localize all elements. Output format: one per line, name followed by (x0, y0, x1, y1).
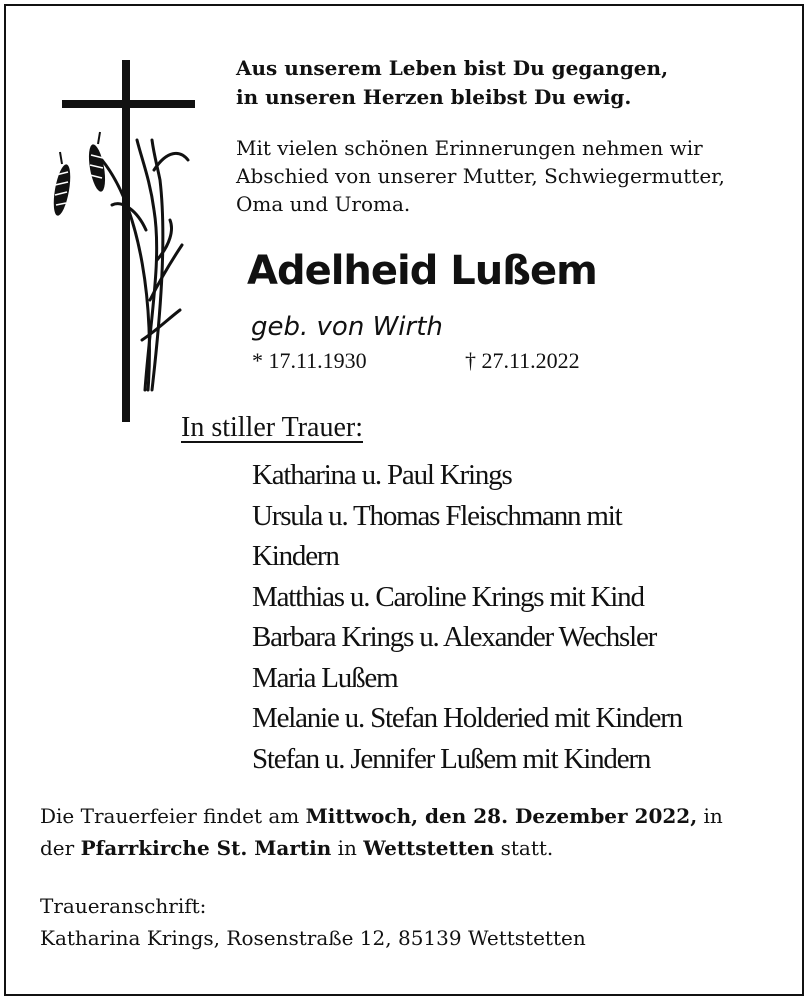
motto-line-2: in unseren Herzen bleibst Du ewig. (236, 85, 632, 109)
list-item: Maria Lußem (252, 661, 398, 694)
intro-line-3: Oma und Uroma. (236, 192, 411, 216)
birth-name: geb. von Wirth (251, 312, 443, 342)
funeral-line-1 (40, 800, 723, 832)
list-item: Barbara Krings u. Alexander Wechsler (252, 621, 657, 653)
funeral-church: Pfarrkirche St. Martin (80, 836, 332, 860)
list-item: Matthias u. Caroline Krings mit Kind (252, 580, 644, 613)
funeral-text: statt. (494, 836, 554, 860)
intro-line-2: Abschied von unserer Mutter, Schwiegermutter, (236, 164, 725, 188)
funeral-day: Mittwoch, den 28. Dezember 2022, (305, 804, 698, 828)
funeral-town: Wettstetten (363, 836, 495, 860)
funeral-text: der (40, 836, 81, 860)
funeral-text: Die Trauerfeier findet am (40, 804, 306, 828)
motto-line-1: Aus unserem Leben bist Du gegangen, (236, 56, 669, 80)
funeral-info (40, 800, 723, 864)
mourning-heading: In stiller Trauer: (181, 412, 363, 443)
cross-with-wheat-icon (42, 60, 202, 422)
mourning-address (40, 890, 586, 954)
funeral-text: in (331, 836, 364, 860)
intro-text (236, 134, 725, 218)
address-line: Katharina Krings, Rosenstraße 12, 85139 Wettstetten (40, 926, 586, 950)
list-item: Kindern (252, 540, 339, 572)
funeral-line-2 (40, 832, 723, 864)
funeral-text: in (697, 804, 723, 828)
birth-date: * 17.11.1930 (252, 348, 367, 373)
intro-line-1: Mit vielen schönen Erinnerungen nehmen wir (236, 136, 703, 160)
deceased-name: Adelheid Lußem (247, 248, 597, 294)
list-item: Stefan u. Jennifer Lußem mit Kindern (252, 742, 651, 775)
list-item: Katharina u. Paul Krings (252, 459, 512, 491)
address-label: Traueranschrift: (40, 894, 207, 918)
mourners-list (252, 455, 682, 779)
death-date: † 27.11.2022 (465, 348, 580, 373)
motto (236, 54, 668, 112)
list-item: Melanie u. Stefan Holderied mit Kindern (252, 702, 682, 734)
list-item: Ursula u. Thomas Fleischmann mit (252, 499, 622, 532)
